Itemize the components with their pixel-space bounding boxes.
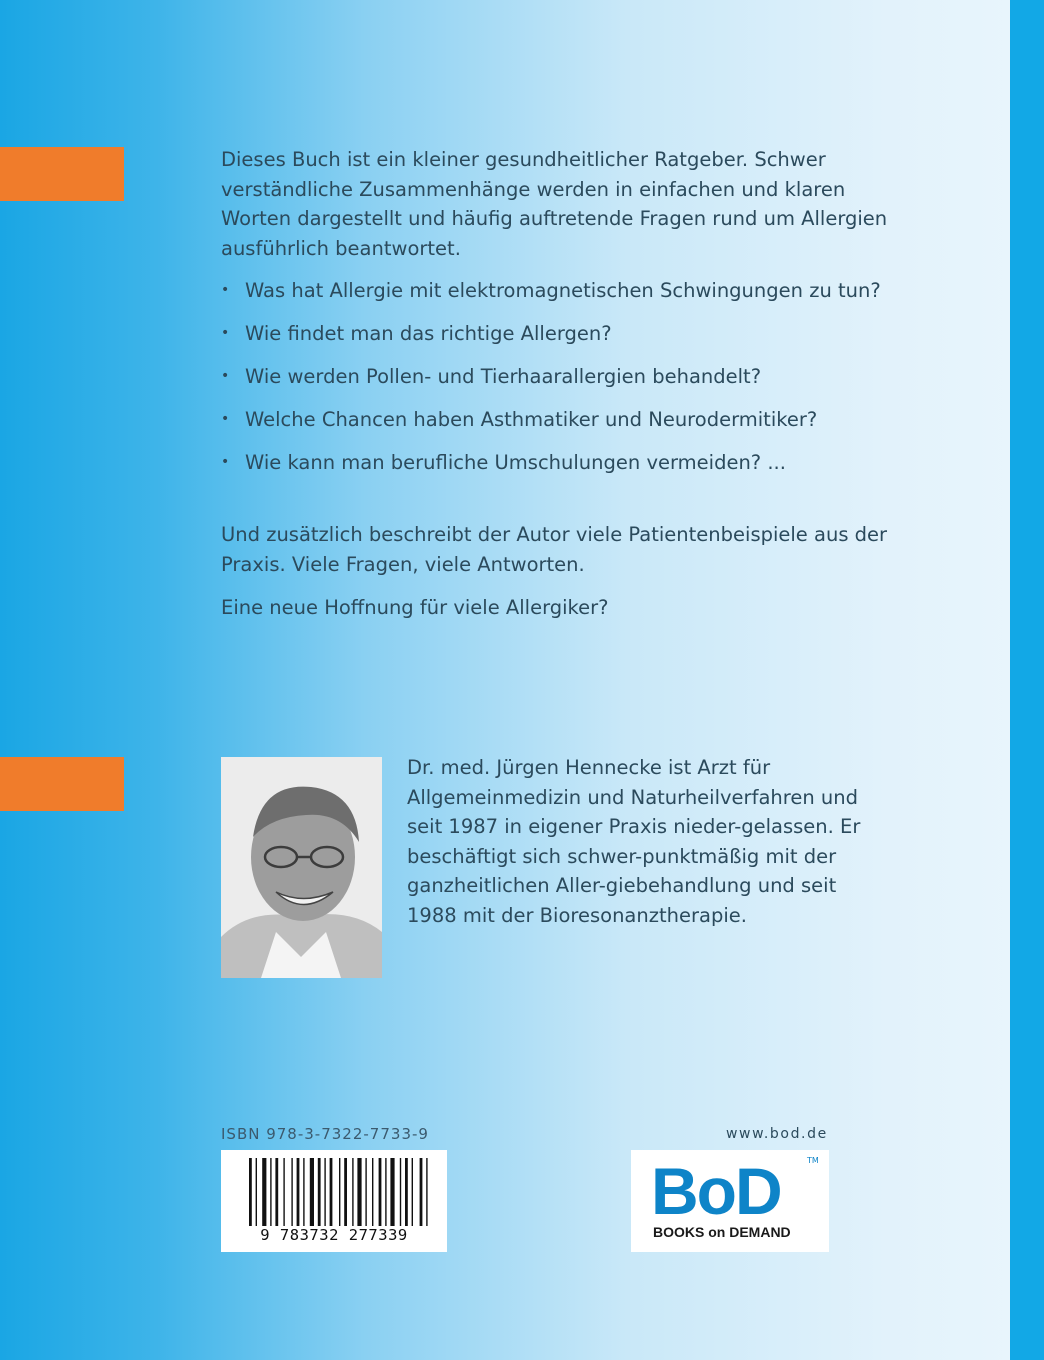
barcode-bar bbox=[352, 1158, 353, 1226]
list-item: • Wie kann man berufliche Umschulungen vermeiden? ... bbox=[221, 448, 921, 478]
barcode-bar bbox=[420, 1158, 423, 1226]
barcode bbox=[221, 1150, 447, 1252]
list-item: • Wie werden Pollen- und Tierhaarallergien behandelt? bbox=[221, 362, 921, 392]
bullet-icon: • bbox=[221, 454, 230, 470]
barcode-bar bbox=[283, 1158, 284, 1226]
barcode-bar bbox=[275, 1158, 278, 1226]
trademark-symbol: TM bbox=[807, 1156, 819, 1165]
bullet-icon: • bbox=[221, 325, 230, 341]
author-photo bbox=[221, 757, 382, 978]
barcode-bar bbox=[390, 1158, 394, 1226]
isbn-number: ISBN 978-3-7322-7733-9 bbox=[221, 1125, 429, 1143]
barcode-bar bbox=[324, 1158, 325, 1226]
barcode-bar bbox=[426, 1158, 427, 1226]
barcode-digits: 9 783732 277339 bbox=[260, 1226, 408, 1244]
barcode-bar bbox=[249, 1158, 252, 1226]
barcode-bar bbox=[270, 1158, 271, 1226]
bullet-icon: • bbox=[221, 368, 230, 384]
bullet-icon: • bbox=[221, 282, 230, 298]
barcode-bar bbox=[310, 1158, 314, 1226]
barcode-bar bbox=[297, 1158, 300, 1226]
bod-logo-mark: BoD bbox=[651, 1154, 781, 1228]
bullet-icon: • bbox=[221, 411, 230, 427]
list-item: • Wie findet man das richtige Allergen? bbox=[221, 319, 921, 349]
barcode-bar bbox=[262, 1158, 266, 1226]
publisher-website[interactable]: www.bod.de bbox=[726, 1126, 828, 1142]
bod-logo bbox=[631, 1150, 829, 1252]
barcode-bar bbox=[357, 1158, 361, 1226]
question-list bbox=[221, 276, 921, 491]
barcode-bar bbox=[339, 1158, 340, 1226]
closing-paragraph: Und zusätzlich beschreibt der Autor viele Patientenbeispiele aus der Praxis. Viele Fragen, viele Antworten. bbox=[221, 523, 888, 576]
hope-question: Eine neue Hoffnung für viele Allergiker? bbox=[221, 596, 609, 619]
bod-logo-tagline: BOOKS on DEMAND bbox=[653, 1224, 791, 1240]
barcode-bar bbox=[291, 1158, 292, 1226]
barcode-bar bbox=[318, 1158, 321, 1226]
list-item: • Welche Chancen haben Asthmatiker und Neurodermitiker? bbox=[221, 405, 921, 435]
barcode-bar bbox=[405, 1158, 408, 1226]
list-item: • Was hat Allergie mit elektromagnetischen Schwingungen zu tun? bbox=[221, 276, 921, 306]
barcode-bar bbox=[412, 1158, 413, 1226]
barcode-bar bbox=[344, 1158, 347, 1226]
barcode-bar bbox=[303, 1158, 304, 1226]
barcode-bar bbox=[379, 1158, 382, 1226]
barcode-bar bbox=[400, 1158, 401, 1226]
orange-accent-bar-author bbox=[0, 757, 124, 811]
orange-accent-bar-top bbox=[0, 147, 124, 201]
author-portrait-icon bbox=[221, 757, 382, 978]
barcode-bar bbox=[385, 1158, 386, 1226]
author-bio: Dr. med. Jürgen Hennecke ist Arzt für Allgemeinmedizin und Naturheilverfahren und seit 1987 in eigener Praxis nieder-gelassen. Er beschäftigt sich schwer-punktmäßig mit der ganzheitlichen Aller-giebehandlung und seit 1988 mit der Bioresonanztherapie. bbox=[407, 756, 861, 927]
intro-paragraph: Dieses Buch ist ein kleiner gesundheitlicher Ratgeber. Schwer verständliche Zusammenhänge werden in einfachen und klaren Worten dargestellt und häufig auftretende Fragen rund um Allergien ausführlich beantwortet. bbox=[221, 148, 888, 260]
right-edge-strip bbox=[1010, 0, 1044, 1360]
barcode-bar bbox=[365, 1158, 366, 1226]
barcode-bar bbox=[330, 1158, 333, 1226]
barcode-bar bbox=[256, 1158, 257, 1226]
barcode-bar bbox=[372, 1158, 373, 1226]
